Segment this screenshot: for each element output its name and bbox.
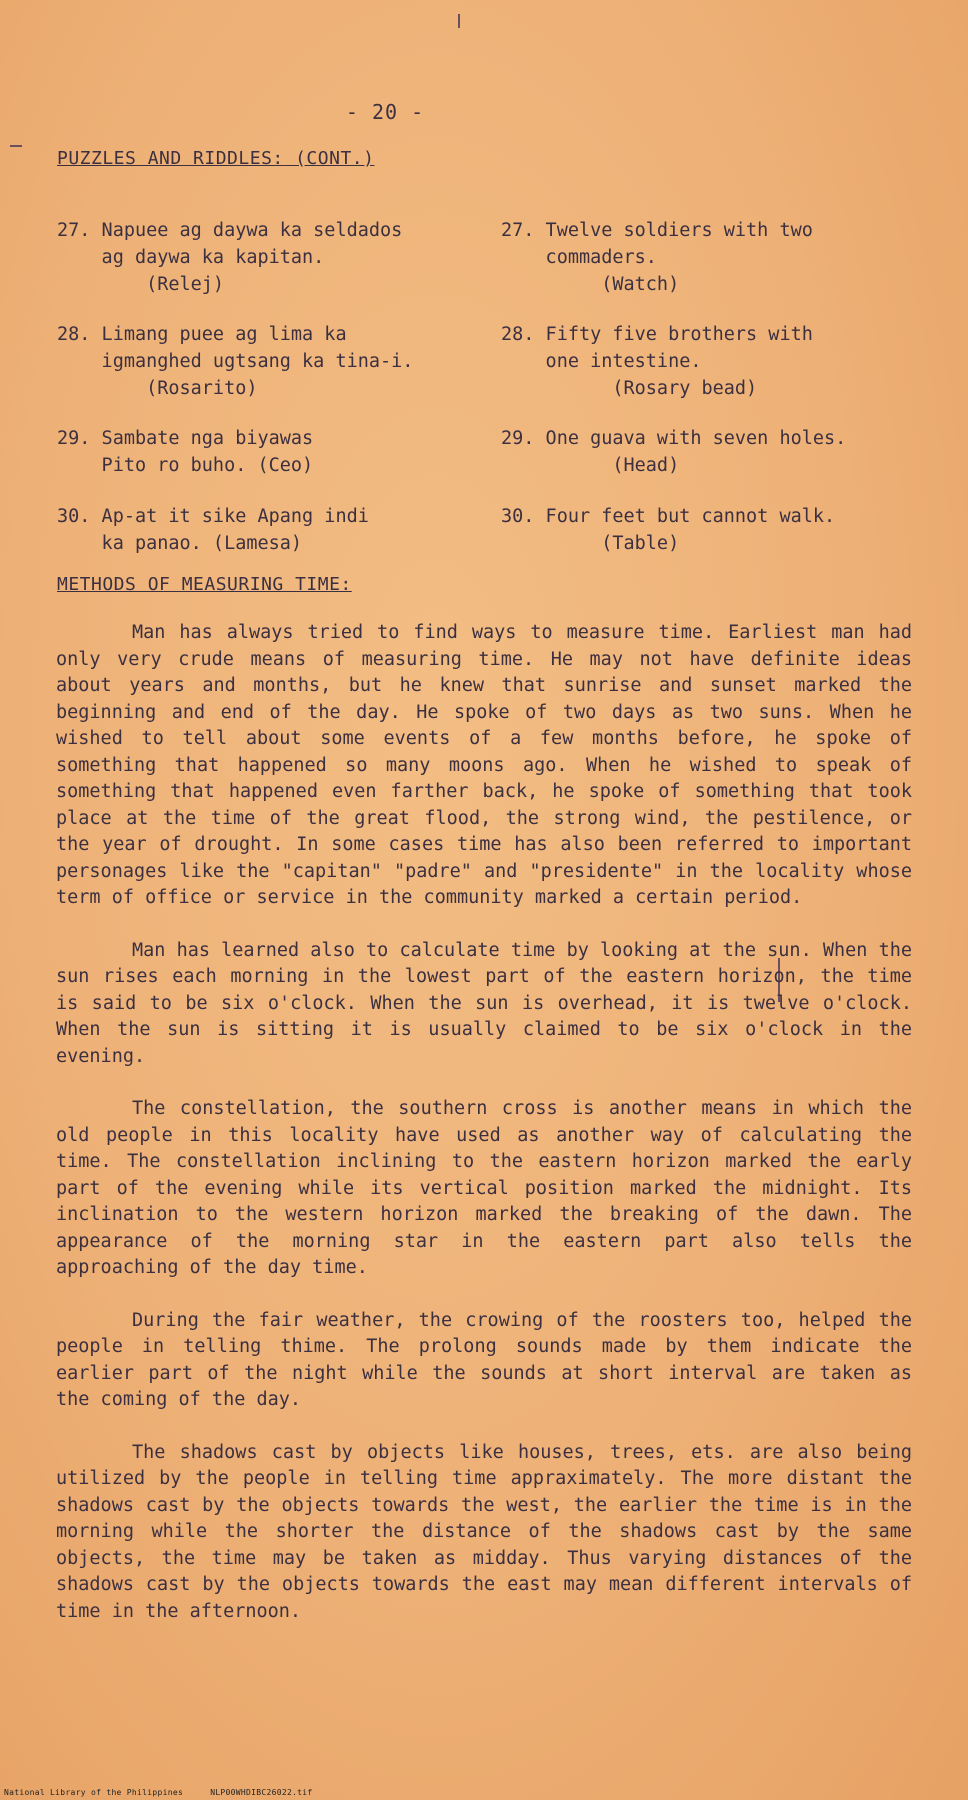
- riddles-heading: [57, 148, 374, 169]
- paragraph: The constellation, the southern cross is another means in which the old people in this locality have used as another way of calculating the time. The constellation inclining to the eastern horizon marked the early part of the evening while its vertical position marked the midnight. Its inclination to the western horizon marked the breaking of the dawn. The appearance of the morning star in the eastern part also tells the approaching of the day time.: [56, 1098, 912, 1278]
- riddle-english-line: (Table): [501, 533, 680, 554]
- footer-library: National Library of the Philippines: [4, 1788, 184, 1797]
- riddles-heading-title: PUZZLES AND RIDDLES:: [57, 148, 284, 169]
- page-number: - 20 -: [345, 100, 425, 124]
- riddle-native-line: (Rosarito): [57, 378, 258, 399]
- riddle-native-line: ag daywa ka kapitan.: [57, 247, 325, 268]
- methods-heading: [57, 574, 352, 595]
- riddle-english-line: 27. Twelve soldiers with two: [501, 220, 813, 241]
- riddle-english-line: one intestine.: [501, 351, 702, 372]
- body-text: [56, 620, 912, 1651]
- riddle-english-line: commaders.: [501, 247, 657, 268]
- riddle-english-line: (Head): [501, 455, 680, 476]
- riddle-native-line: ka panao. (Lamesa): [57, 533, 303, 554]
- riddle-native-line: (Relej): [57, 274, 225, 295]
- paper-mark: [458, 14, 460, 28]
- riddle-native-line: 29. Sambate nga biyawas: [57, 428, 314, 449]
- riddle-native-line: Pito ro buho. (Ceo): [57, 455, 314, 476]
- paragraph: Man has always tried to find ways to measure time. Earliest man had only very crude means of measuring time. He may not have definite ideas about years and months, but he knew that sunrise and sunset marked the beginning and end of the day. He spoke of two days as two suns. When he wished to tell about some events of a few months before, he spoke of something that happened so many moons ago. When he wished to speak of something that happened even farther back, he spoke of something that took place at the time of the great flood, the strong wind, the pestilence, or the year of drought. In some cases time has also been referred to important personages like the "capitan" "padre" and "presidente" in the locality whose term of office or service in the community marked a certain period.: [56, 622, 912, 908]
- riddle-native-line: 30. Ap-at it sike Apang indi: [57, 506, 369, 527]
- riddle-native-line: igmanghed ugtsang ka tina-i.: [57, 351, 414, 372]
- methods-heading-title: METHODS OF MEASURING TIME:: [57, 574, 352, 595]
- riddle-english: [501, 294, 813, 402]
- riddle-english-line: 29. One guava with seven holes.: [501, 428, 847, 449]
- footer-file: NLP00WHDIBC26022.tif: [210, 1788, 313, 1797]
- riddle-english: [501, 398, 846, 479]
- paper-mark: [10, 145, 22, 147]
- riddle-native: [57, 476, 369, 557]
- riddle-english: [501, 476, 835, 557]
- paragraph: During the fair weather, the crowing of the roosters too, helped the people in telling thime. The prolong sounds made by them indicate the earlier part of the night while the sounds at short interval are taken as the coming of the day.: [56, 1309, 912, 1410]
- riddle-english-line: (Rosary bead): [501, 378, 758, 399]
- riddle-native: [57, 398, 313, 479]
- riddle-english: [501, 190, 813, 298]
- riddle-native: [57, 190, 402, 298]
- riddle-native-line: 27. Napuee ag daywa ka seldados: [57, 220, 403, 241]
- scan-footer: [4, 1788, 313, 1797]
- riddle-english-line: 28. Fifty five brothers with: [501, 324, 813, 345]
- riddle-native-line: 28. Limang puee ag lima ka: [57, 324, 347, 345]
- riddle-english-line: (Watch): [501, 274, 680, 295]
- paragraph: The shadows cast by objects like houses, trees, ets. are also being utilized by the people in telling time appraximately. The more distant the shadows cast by the objects towards the west, the earlier the time is in the morning while the shorter the distance of the shadows cast by the same objects, the time may be taken as midday. Thus varying distances of the shadows cast by the objects towards the east may mean different intervals of time in the afternoon.: [56, 1441, 912, 1622]
- paragraph: Man has learned also to calculate time by looking at the sun. When the sun rises each morning in the lowest part of the eastern horizon, the time is said to be six o'clock. When the sun is overhead, it is twelve o'clock. When the sun is sitting it is usually claimed to be six o'clock in the evening.: [56, 939, 912, 1067]
- riddle-english-line: 30. Four feet but cannot walk.: [501, 506, 836, 527]
- riddle-native: [57, 294, 413, 402]
- riddles-heading-cont: (CONT.): [295, 148, 375, 169]
